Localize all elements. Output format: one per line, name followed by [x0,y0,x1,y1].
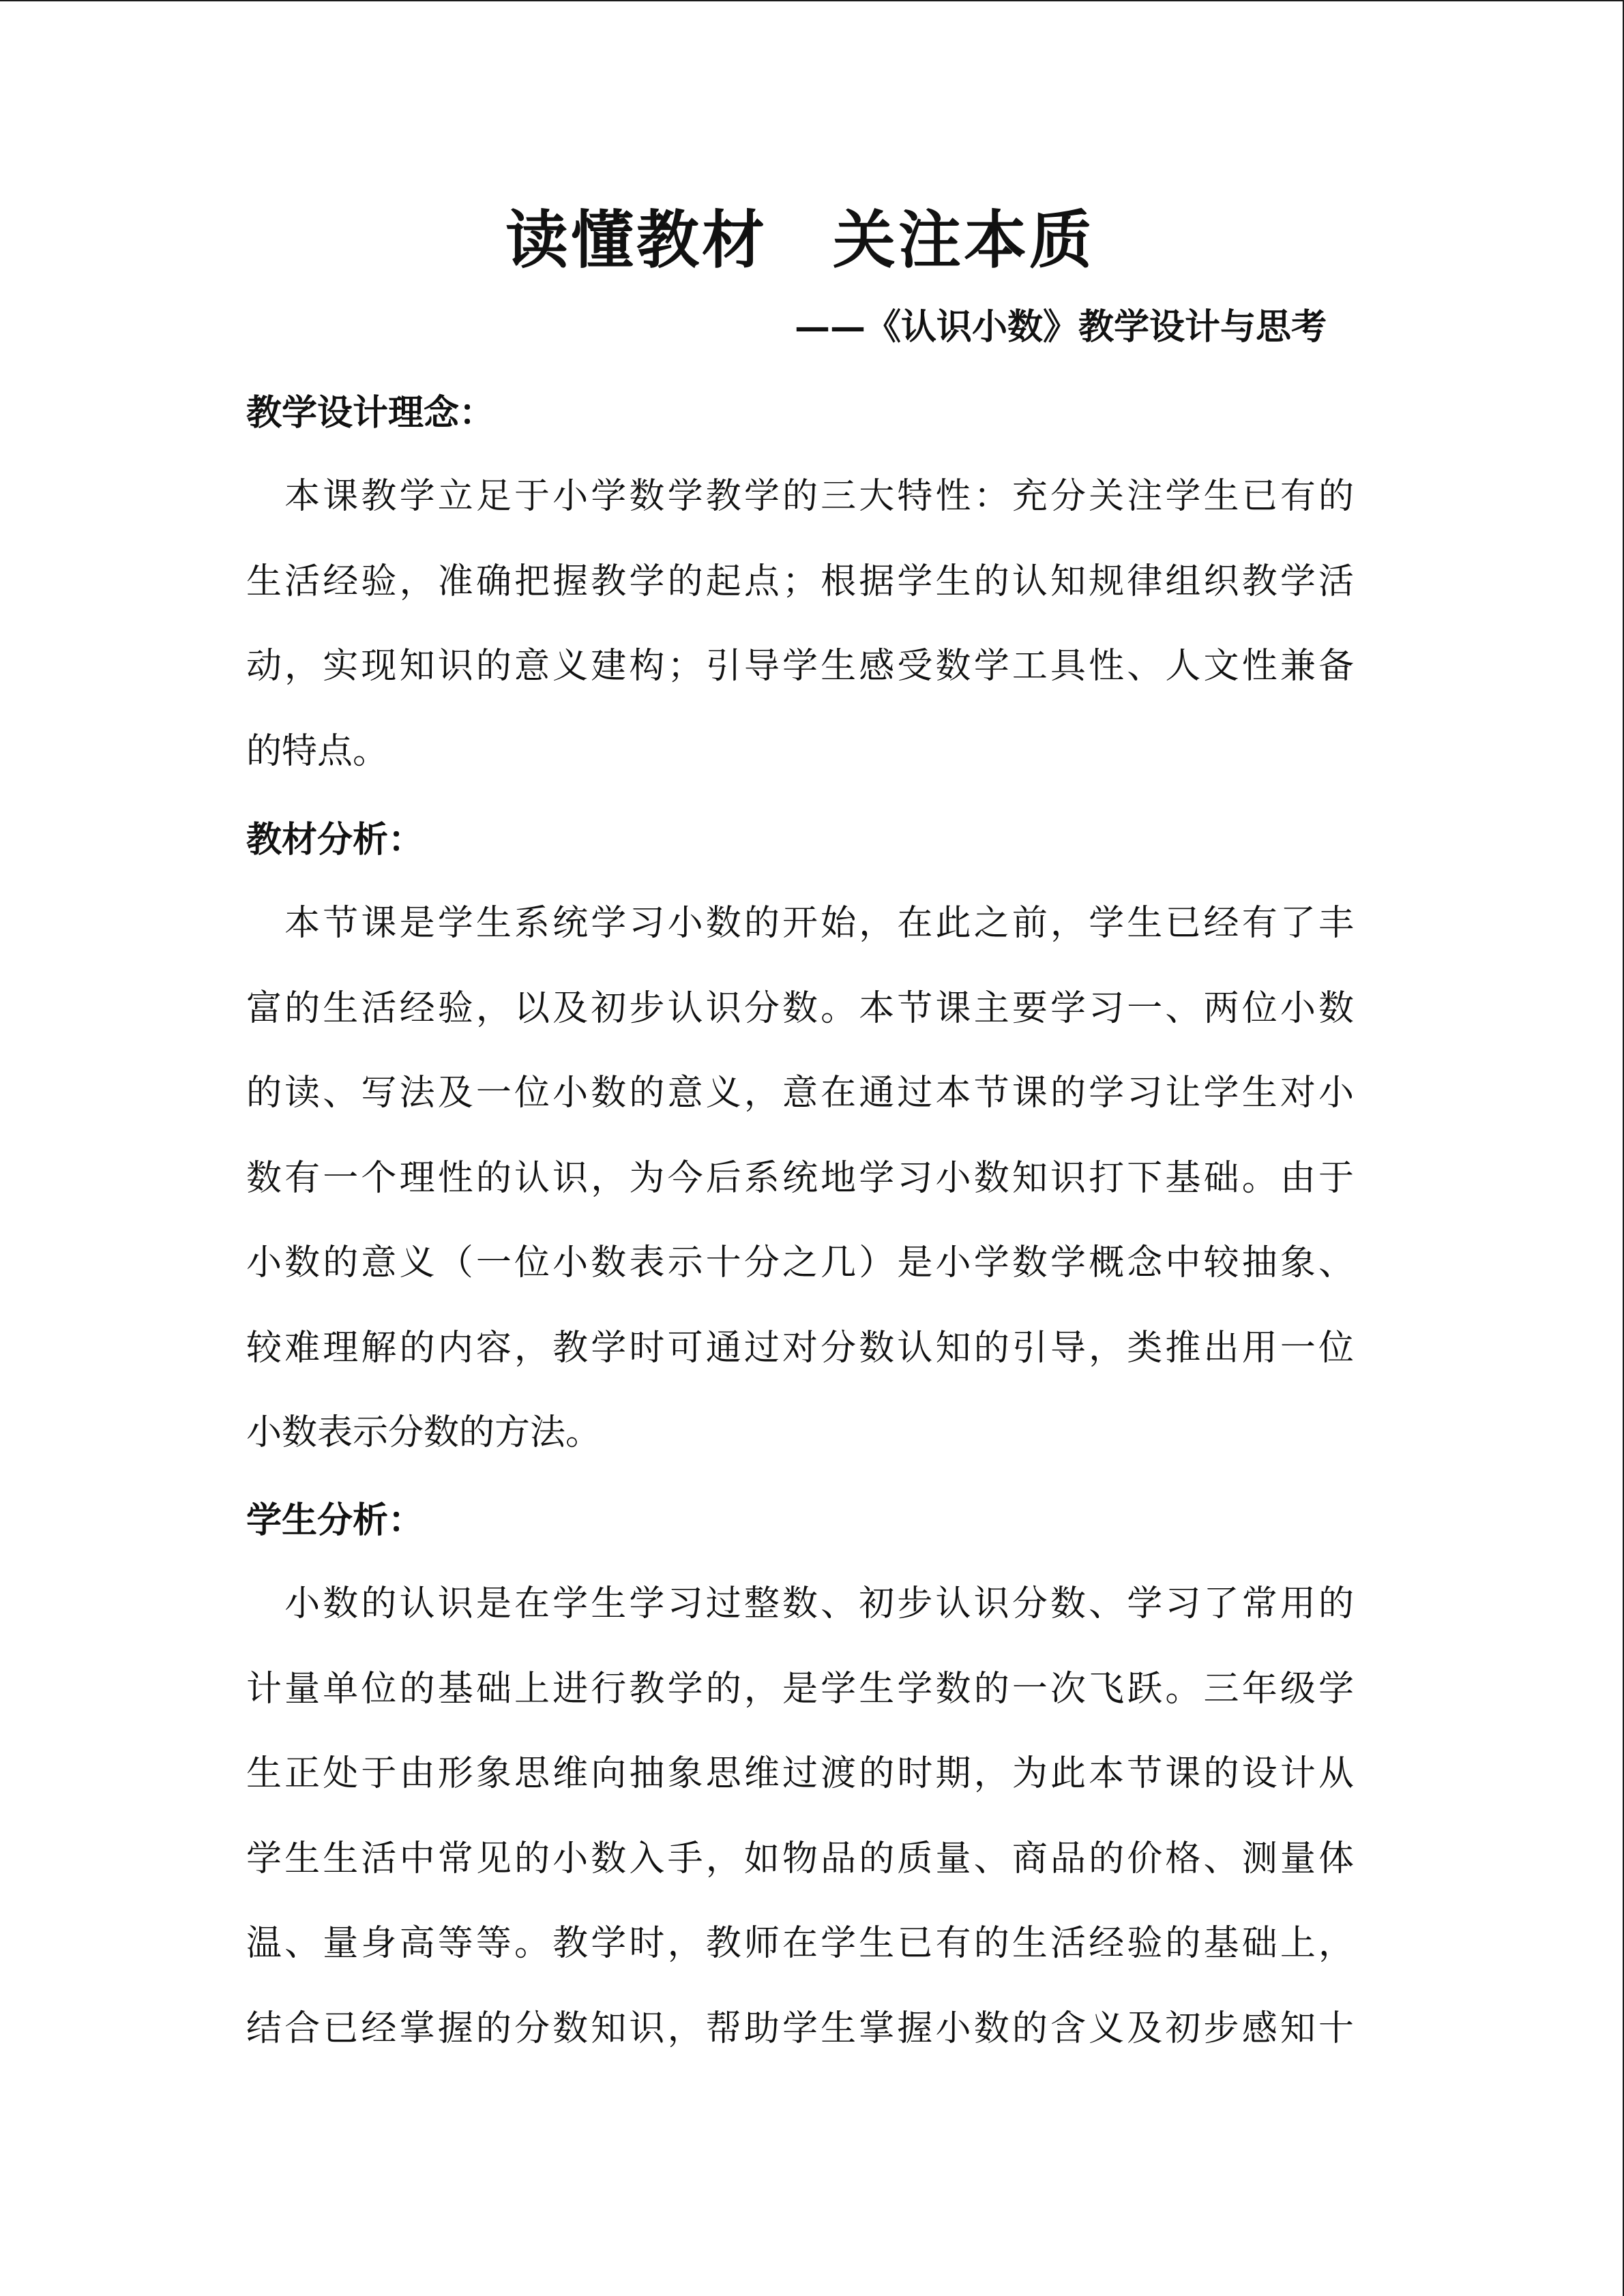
section-body-textbook-analysis [246,881,1354,1476]
paragraph-line: 小数的意义（一位小数表示十分之几）是小学数学概念中较抽象、 [246,1242,1354,1283]
paragraph-line: 较难理解的内容，教学时可通过对分数认知的引导，类推出用一位 [246,1327,1354,1369]
paragraph-line: 本节课是学生系统学习小数的开始，在此之前，学生已经有了丰 [246,903,1354,944]
paragraph-line: 动，实现知识的意义建构；引导学生感受数学工具性、人文性兼备 [246,646,1354,687]
paragraph-line: 小数表示分数的方法。 [246,1412,602,1453]
paragraph-line: 本课教学立足于小学数学教学的三大特性：充分关注学生已有的 [246,476,1354,517]
section-body-design-concept [246,454,1354,794]
section-heading-design-concept: 教学设计理念： [246,392,495,434]
section-heading-student-analysis: 学生分析： [246,1500,424,1541]
section-heading-textbook-analysis: 教材分析： [246,819,424,861]
document-title: 读懂教材 关注本质 [505,203,1095,277]
paragraph-line: 生活经验，准确把握教学的起点；根据学生的认知规律组织教学活 [246,561,1354,602]
section-body-student-analysis [246,1562,1354,2071]
paragraph-line: 学生生活中常见的小数入手，如物品的质量、商品的价格、测量体 [246,1838,1354,1879]
paragraph-line: 数有一个理性的认识，为今后系统地学习小数知识打下基础。由于 [246,1157,1354,1199]
paragraph-line: 富的生活经验，以及初步认识分数。本节课主要学习一、两位小数 [246,987,1354,1029]
paragraph-line: 计量单位的基础上进行教学的，是学生学数的一次飞跃。三年级学 [246,1668,1354,1710]
paragraph-line: 的读、写法及一位小数的意义，意在通过本节课的学习让学生对小 [246,1073,1354,1114]
document-subtitle: ——《认识小数》教学设计与思考 [794,306,1327,348]
paragraph-line: 结合已经掌握的分数知识，帮助学生掌握小数的含义及初步感知十 [246,2008,1354,2049]
paragraph-line: 生正处于由形象思维向抽象思维过渡的时期，为此本节课的设计从 [246,1753,1354,1794]
paragraph-line: 温、量身高等等。教学时，教师在学生已有的生活经验的基础上， [246,1923,1354,1964]
paragraph-line: 小数的认识是在学生学习过整数、初步认识分数、学习了常用的 [246,1583,1354,1624]
paragraph-line: 的特点。 [246,730,389,772]
